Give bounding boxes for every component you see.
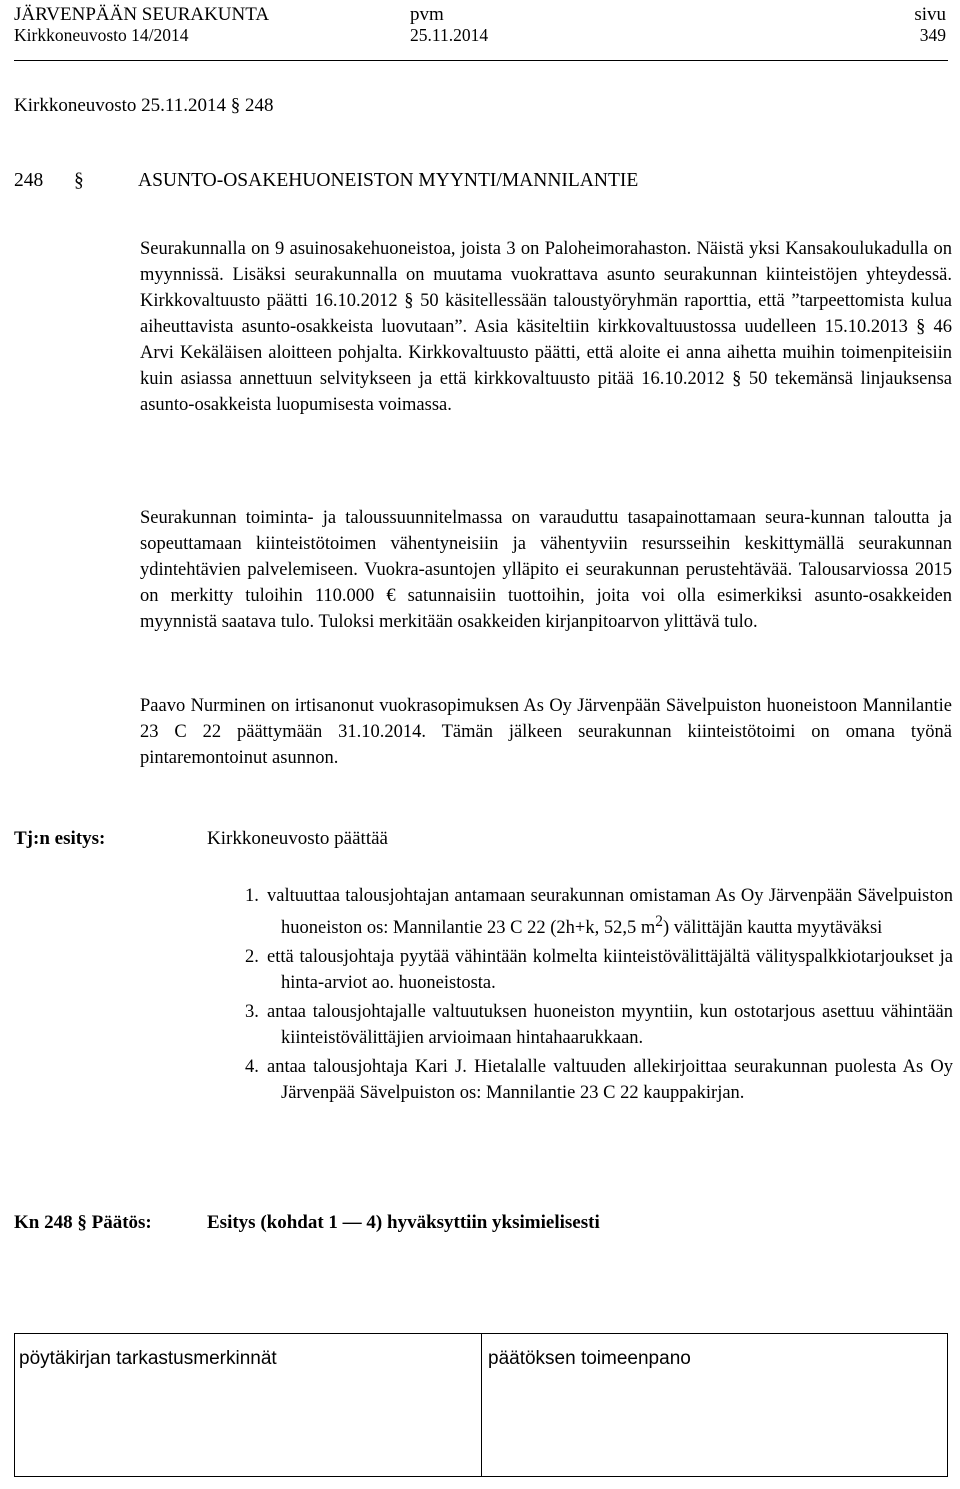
item-text: että talousjohtaja pyytää vähintään kolmelta kiinteistövälittäjältä välityspalkkiotarjoukset ja hinta-arviot ao. huoneistosta.: [267, 947, 953, 994]
item-number: 4.: [245, 1057, 259, 1078]
section-symbol: §: [74, 170, 84, 191]
list-item: [245, 944, 953, 996]
item-text: [267, 883, 953, 941]
page-label: sivu: [914, 4, 946, 25]
section-symbol: §: [916, 317, 926, 337]
page-number: 349: [919, 25, 946, 45]
header-row-1: [14, 4, 946, 26]
implementation-label: päätöksen toimeenpano: [488, 1348, 691, 1369]
section-symbol: §: [404, 291, 414, 311]
superscript: 2: [655, 913, 663, 930]
review-marks-cell: [15, 1334, 481, 1476]
reference-line: [14, 95, 273, 117]
paragraph-text: Paavo Nurminen on irtisanonut vuokrasopimuksen As Oy Järvenpään Sävelpuiston huoneistoon Mannilantie 23 C 22 päättymään 31.10.2014. Tämän jälkeen seurakunnan kiinteistötoimi on omana työnä pintaremontoinut asunnon.: [140, 696, 952, 768]
reference-number: 248: [244, 95, 274, 116]
item-text: antaa talousjohtaja Kari J. Hietalalle valtuuden allekirjoittaa seurakunnan puolesta As Oy Järvenpää Sävelpuiston os: Mannilantie 23 C 22 kauppakirjan.: [267, 1057, 953, 1104]
item-number: 1.: [245, 886, 259, 906]
decision-ref: Kn 248: [14, 1212, 73, 1233]
reference-prefix: Kirkkoneuvosto 25.11.2014: [14, 95, 226, 116]
section-symbol: §: [230, 95, 241, 116]
org-name: JÄRVENPÄÄN SEURAKUNTA: [14, 4, 270, 25]
section-title: ASUNTO-OSAKEHUONEISTON MYYNTI/MANNILANTIE: [138, 170, 639, 191]
paragraph-text: 50 tekemänsä linjauksensa asunto-osakkeista luopumisesta voimassa.: [140, 369, 953, 415]
meeting-date: 25.11.2014: [410, 25, 489, 45]
list-item: [245, 1054, 953, 1106]
paragraph-text: Seurakunnalla on 9 asuinosakehuoneistoa, joista 3 on Paloheimorahaston. Näistä yksi Kansakoulukadulla on myynnissä. Lisäksi seurakunnalla on muutama vuokrattava asunto seurakunnan kiinteistöjen yhteydessä. Kirkkovaltuusto päätti 16.10.2012: [140, 239, 952, 311]
section-symbol: §: [732, 369, 742, 389]
implementation-cell: [481, 1334, 947, 1476]
item-text: antaa talousjohtajalle valtuutuksen huoneiston myyntiin, kun ostotarjous asettuu vähintään kiinteistövälittäjien arvioimaan hintahaarukkaan.: [267, 1002, 953, 1049]
list-item: [245, 999, 953, 1051]
paragraph-lease: [140, 693, 952, 771]
item-text-part: valtuuttaa talousjohtajan antamaan seurakunnan omistaman As Oy Järvenpään Sävelpuiston huoneiston os: Mannilantie 23 C 22 (2h+k, 52,5 m: [267, 886, 953, 939]
decision-heading: Päätös:: [91, 1212, 152, 1233]
footer-table: [14, 1333, 948, 1477]
item-text-part: ) välittäjän kautta myytäväksi: [662, 918, 883, 939]
proposal-label: Tj:n esitys:: [14, 828, 106, 849]
header-row-2: [14, 25, 946, 46]
paragraph-text: 46 Arvi Kekäläisen aloitteen pohjalta. Kirkkovaltuusto päätti, että aloite ei anna aihetta muihin toimenpiteisiin kuin asiassa annettuun selvitykseen ja että kirkkovaltuusto pitää 16.10.2012: [140, 317, 952, 389]
item-number: 3.: [245, 1002, 259, 1023]
paragraph-background: [140, 236, 952, 418]
list-item: [245, 883, 953, 941]
date-label: pvm: [410, 4, 444, 25]
section-symbol: §: [77, 1212, 87, 1233]
decision-text: Esitys (kohdat 1 — 4) hyväksyttiin yksimielisesti: [207, 1212, 600, 1233]
review-marks-label: pöytäkirjan tarkastusmerkinnät: [19, 1348, 277, 1369]
proposal-heading: Kirkkoneuvosto päättää: [207, 828, 388, 849]
item-number: 2.: [245, 947, 259, 968]
section-heading: [14, 170, 638, 192]
decision-list: [245, 883, 953, 1109]
decision-label: [14, 1212, 152, 1234]
paragraph-text: 50 käsitellessään taloustyöryhmän raporttia, että ”tarpeettomista kulua aiheuttavista asunto-osakkeista luovutaan”. Asia käsiteltiin kirkkovaltuustossa uudelleen 15.10.2013: [140, 291, 953, 337]
header-divider: [14, 60, 948, 61]
section-number: 248: [14, 170, 44, 191]
paragraph-text: Seurakunnan toiminta- ja taloussuunnitelmassa on varauduttu tasapainottamaan seura-kunnan taloutta ja sopeuttamaan kiinteistötoimen vähentyneisiin ja vähentyviin resursseihin keskittymällä seurakunnan ydintehtävien palvelemiseen. Vuokra-asuntojen ylläpito ei seurakunnan perustehtävää. Talousarviossa 2015 on merkitty tuloihin 110.000 € satunnaisiin tuottoihin, joita voi olla esimerkiksi asunto-osakkeiden myynnistä saatava tulo. Tuloksi merkitään osakkeiden kirjanpitoarvon ylittävä tulo.: [140, 508, 952, 632]
paragraph-finance: [140, 505, 952, 635]
meeting-name: Kirkkoneuvosto 14/2014: [14, 25, 189, 45]
